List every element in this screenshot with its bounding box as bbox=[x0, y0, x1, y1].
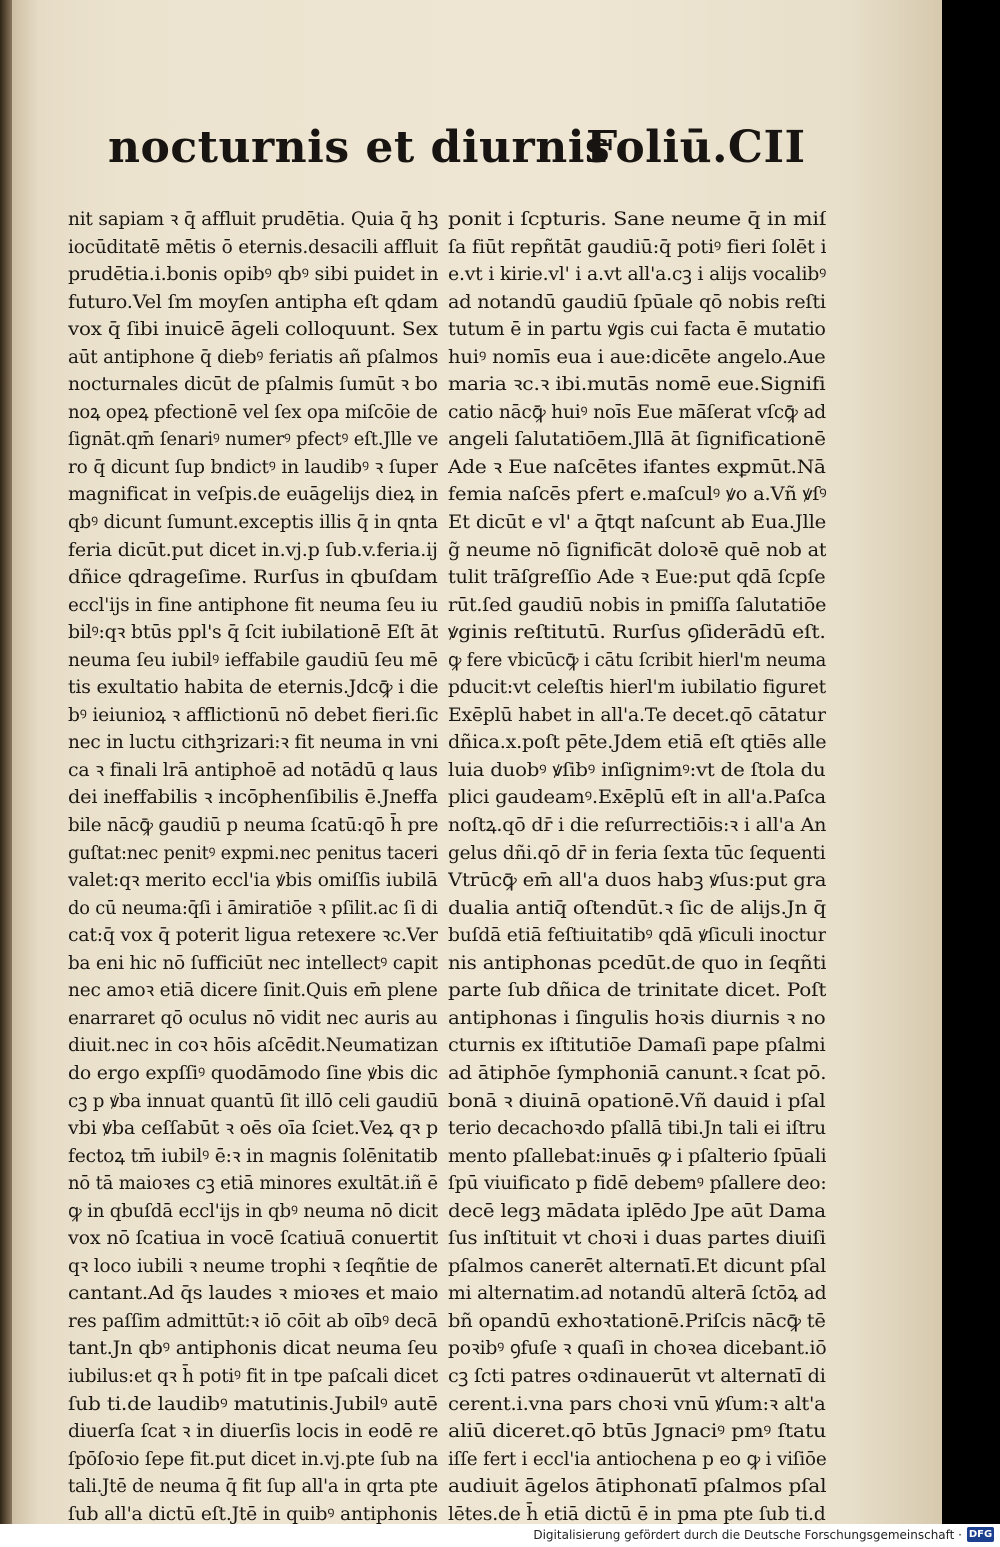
text-line: g̃ neume nō ſignificāt doloꝛē quē nob at bbox=[448, 539, 826, 561]
text-line: noſtꝝ.qō dr̄ i die reſurrectiōis:ꝛ i all'a An bbox=[448, 815, 826, 837]
text-line: gelus dñi.qō dr̄ in feria ſexta tūc ſequenti bbox=[448, 842, 826, 864]
text-line: nec amoꝛ etiā dicere ſinit.Quis em̄ plene bbox=[68, 980, 438, 1002]
text-line: ſus inſtituit vt choꝛi i duas partes diuiſi bbox=[448, 1228, 826, 1250]
text-line: pducit:vt celeſtis hierl'm iubilatio figuret bbox=[448, 677, 826, 699]
text-line: parte ſub dñica de trinitate dicet. Poſt bbox=[448, 980, 826, 1002]
dfg-logo: DFG bbox=[968, 1529, 993, 1540]
text-line: qꝛ loco iubili ꝛ neume trophi ꝛ ſeqñtie de bbox=[68, 1255, 438, 1277]
text-line: tutum ē in partu ꝟgis cui facta ē mutatio bbox=[448, 319, 826, 341]
text-line: ca ꝛ finali lrā antiphoē ad notādū q laus bbox=[68, 759, 438, 781]
funding-credit: Digitalisierung gefördert durch die Deutsche Forschungsgemeinschaft · bbox=[533, 1528, 962, 1542]
digitization-footer bbox=[0, 1524, 1000, 1547]
text-line: ro q̄ dicunt ſup bndictꝰ in laudibꝰ ꝛ ſuper bbox=[68, 456, 438, 478]
text-line: lētes.de h̄ etiā dictū ē in pma pte ſub ti.d bbox=[448, 1503, 826, 1524]
text-line: noꝝ opeꝝ pfectionē vel ſex opa miſcōie de bbox=[68, 401, 438, 423]
text-line: aliū diceret.qō btūs Jgnaciꝰ pmꝰ ſtatu bbox=[448, 1421, 826, 1443]
text-line: nis antiphonas pcedūt.de quo in ſeqñti bbox=[448, 952, 826, 974]
book-binding-edge bbox=[0, 0, 12, 1524]
text-line: neuma ſeu iubilꝰ ieffabile gaudiū ſeu mē bbox=[68, 649, 438, 671]
text-line: buſdā etiā feſtiuitatibꝰ qdā ꝟſiculi inoctur bbox=[448, 925, 826, 947]
text-line: enarraret qō oculus nō vidit nec auris au bbox=[68, 1007, 438, 1029]
text-line: audiuit āgelos ātiphonatī pſalmos pſal bbox=[448, 1476, 826, 1498]
text-line: plici gaudeamꝰ.Exēplū eſt in all'a.Paſca bbox=[448, 787, 826, 809]
text-line: aūt antiphone q̄ diebꝰ feriatis añ pſalmos bbox=[68, 346, 438, 368]
text-line: vox q̄ ſibi inuicē āgeli colloquunt. Sex bbox=[68, 319, 438, 341]
text-line: poꝛibꝰ ꝯfuſe ꝛ quaſi in choꝛea dicebant.iō bbox=[448, 1338, 826, 1360]
text-line: prudētia.i.bonis opibꝰ qbꝰ sibi puidet in bbox=[68, 264, 438, 286]
running-title: nocturnis et diurnis bbox=[108, 122, 611, 173]
text-line: ſub ti.de laudibꝰ matutinis.Jubilꝰ autē bbox=[68, 1393, 438, 1415]
text-line: vbi ꝟba ceſſabūt ꝛ oēs oīa ſciet.Veꝝ qꝛ p bbox=[68, 1118, 438, 1140]
text-line: tis exultatio habita de eternis.Jdcꝙ̄ i die bbox=[68, 677, 438, 699]
text-column-left bbox=[68, 206, 438, 1524]
folio-number: Foliū.CII bbox=[586, 122, 806, 173]
text-line: magnificat in veſpis.de euāgelijs dieꝝ in bbox=[68, 484, 438, 506]
text-line: ſpū viuificato p fidē debemꝰ pſallere deo: bbox=[448, 1173, 826, 1195]
text-line: decē legꝫ mādata iplēdo Jpe aūt Dama bbox=[448, 1200, 826, 1222]
text-line: guſtat:nec penitꝰ expmi.nec penitus taceri bbox=[68, 842, 438, 864]
text-line: bile nācꝙ̄ gaudiū p neuma ſcatū:qō h̄ pre bbox=[68, 815, 438, 837]
text-line: antiphonas i ſingulis hoꝛis diurnis ꝛ no bbox=[448, 1007, 826, 1029]
text-line: luia duobꝰ ꝟſibꝰ inſignimꝰ:vt de ſtola du bbox=[448, 759, 826, 781]
text-line: ꝙ in qbuſdā eccl'ijs in qbꝰ neuma nō dicit bbox=[68, 1200, 438, 1222]
text-line: ſpōſoꝛio ſepe fit.put dicet in.vj.pte ſub na bbox=[68, 1448, 438, 1470]
text-line: ꝙ fere vbicūcꝙ̄ i cātu ſcribit hierl'm neuma bbox=[448, 649, 826, 671]
text-line: cantant.Ad q̄s laudes ꝛ mioꝛes et maio bbox=[68, 1283, 438, 1305]
text-line: cꝫ p ꝟba innuat quantū ſit illō celi gaudiū bbox=[68, 1090, 438, 1112]
text-line: diuerſa ſcat ꝛ in diuerſis locis in eodē re bbox=[68, 1421, 438, 1443]
text-line: Exēplū habet in all'a.Te decet.qō cātatur bbox=[448, 704, 826, 726]
text-line: iocūditatē mētis ō eternis.desacili affluit bbox=[68, 236, 438, 258]
text-line: ꝟginis reſtitutū. Rurſus ꝯſiderādū eſt. bbox=[448, 622, 826, 644]
text-line: catio nācꝙ̄ huiꝰ noīs Eue mā̄ſerat vſcꝙ̄ ad bbox=[448, 401, 826, 423]
text-line: terio decachoꝛdo pſallā tibi.Jn tali ei iſtru bbox=[448, 1118, 826, 1140]
text-line: fectoꝝ tm̄ iubilꝰ ē:ꝛ in magnis ſolēnitatib bbox=[68, 1145, 438, 1167]
text-line: ſa fiūt repñtāt gaudiū:q̄ potiꝰ fieri ſolēt i bbox=[448, 236, 826, 258]
text-line: cerent.i.vna pars choꝛi vnū ꝟſum:ꝛ alt'a bbox=[448, 1393, 826, 1415]
text-line: vox nō ſcatiua in vocē ſcatiuā conuertit bbox=[68, 1228, 438, 1250]
text-line: bꝰ ieiunioꝝ ꝛ afflictionū nō debet fieri.ſic bbox=[68, 704, 438, 726]
text-line: dei ineffabilis ꝛ incōphenſibilis ē.Jneffa bbox=[68, 787, 438, 809]
text-line: ad ātiphōe ſymphoniā canunt.ꝛ ſcat pō. bbox=[448, 1062, 826, 1084]
text-line: Et dicūt e vl' a q̄tqt naſcunt ab Eua.Jlle bbox=[448, 512, 826, 534]
text-line: ſub all'a dictū eſt.Jtē in quibꝰ antiphonis bbox=[68, 1503, 438, 1524]
text-line: dñica.x.poſt pēte.Jdem etiā eſt qtiēs alle bbox=[448, 732, 826, 754]
text-line: mento pſallebat:inuēs ꝙ i pſalterio ſpūali bbox=[448, 1145, 826, 1167]
text-line: pſalmos canerēt alternatī.Et dicunt pſal bbox=[448, 1255, 826, 1277]
text-line: rūt.ſed gaudiū nobis in pmiſſa ſalutatiōe bbox=[448, 594, 826, 616]
text-line: Ade ꝛ Eue naſcētes ifantes exꝑmūt.Nā bbox=[448, 456, 826, 478]
text-line: nit sapiam ꝛ q̄ affluit prudētia. Quia q̄ hꝫ bbox=[68, 209, 438, 230]
text-line: Vtrūcꝙ̄ em̄ all'a duos habꝫ ꝟſus:put gra bbox=[448, 870, 826, 892]
text-line: nocturnales dicūt de pſalmis ſumūt ꝛ bo bbox=[68, 374, 438, 396]
text-line: do ergo expſſiꝰ quodāmodo ſine ꝟbis dic bbox=[68, 1062, 438, 1084]
text-line: nec in luctu cithꝫrizari:ꝛ fit neuma in vni bbox=[68, 732, 438, 754]
text-line: tant.Jn qbꝰ antiphonis dicat neuma ſeu bbox=[68, 1338, 438, 1360]
text-line: maria ꝛc.ꝛ ibi.mutās nomē eue.Signifi bbox=[448, 374, 826, 396]
text-line: futuro.Vel ſm moyſen antipha eſt qdam bbox=[68, 291, 438, 313]
text-line: nō tā maioꝛes cꝫ etiā minores exultāt.iñ ē bbox=[68, 1173, 438, 1195]
text-line: mi alternatim.ad notandū alterā ſctōꝝ ad bbox=[448, 1283, 826, 1305]
text-line: eccl'ijs in fine antiphone fit neuma ſeu iu bbox=[68, 594, 438, 616]
text-line: tali.Jtē de neuma q̄ fit ſup all'a in qrta pte bbox=[68, 1476, 438, 1498]
text-line: dñice qdrageſime. Rurſus in qbuſdam bbox=[68, 567, 438, 589]
text-line: ſignāt.qm̄ ſenariꝰ numerꝰ pfectꝰ eſt.Jlle ve bbox=[68, 429, 438, 451]
text-line: ad notandū gaudiū ſpūale qō nobis reſti bbox=[448, 291, 826, 313]
text-line: cꝫ ſcti patres oꝛdinauerūt vt alternatī di bbox=[448, 1365, 826, 1387]
text-line: valet:qꝛ merito eccl'ia ꝟbis omiſſis iubilā bbox=[68, 870, 438, 892]
text-line: cturnis ex iſtitutiōe Damaſi pape pſalmi bbox=[448, 1035, 826, 1057]
text-line: bonā ꝛ diuinā opationē.Vñ dauid i pſal bbox=[448, 1090, 826, 1112]
text-line: dualia antiq̄ oſtendūt.ꝛ ſic de alijs.Jn q̄ bbox=[448, 897, 826, 919]
text-line: feria dicūt.put dicet in.vj.p ſub.v.feria.ij bbox=[68, 539, 438, 561]
text-line: iſſe fert i eccl'ia antiochena p eo ꝙ i viſiōe bbox=[448, 1448, 826, 1470]
text-line: ba eni hic nō ſufficiūt nec intellectꝰ capit bbox=[68, 952, 438, 974]
text-line: diuit.nec in coꝛ hōis aſcēdit.Neumatizan bbox=[68, 1035, 438, 1057]
text-line: femia naſcēs pfert e.maſculꝰ ꝟo a.Vñ ꝟſꝰ bbox=[448, 484, 826, 506]
text-line: res paſſim admittūt:ꝛ iō cōit ab oībꝰ decā bbox=[68, 1310, 438, 1332]
text-line: qbꝰ dicunt ſumunt.exceptis illis q̄ in qnta bbox=[68, 512, 438, 534]
text-line: bñ opandū exhoꝛtationē.Priſcis nācꝙ̄ tē bbox=[448, 1310, 826, 1332]
text-line: do cū neuma:q̄ſi i āmiratiōe ꝛ pſilit.ac ſi di bbox=[68, 897, 438, 919]
text-line: tulit trāſgreſſio Ade ꝛ Eue:put qdā ſcpſe bbox=[448, 567, 826, 589]
text-line: bilꝰ:qꝛ btūs ppl's q̄ ſcit iubilationē Eſt āt bbox=[68, 622, 438, 644]
text-column-right bbox=[448, 206, 826, 1524]
text-line: ponit i ſcpturis. Sane neume q̄ in miſ bbox=[448, 209, 826, 230]
text-line: huiꝰ nomīs eua i aue:dicēte angelo.Aue bbox=[448, 346, 826, 368]
text-line: e.vt i kirie.vl' i a.vt all'a.cꝫ i alijs vocalibꝰ bbox=[448, 264, 826, 286]
text-line: iubilus:et qꝛ h̄ potiꝰ fit in tpe paſcali dicet bbox=[68, 1365, 438, 1387]
text-line: cat:q̄ vox q̄ poterit ligua retexere ꝛc.Ver bbox=[68, 925, 438, 947]
text-line: angeli ſalutatiōem.Jllā āt ſignificationē bbox=[448, 429, 826, 451]
